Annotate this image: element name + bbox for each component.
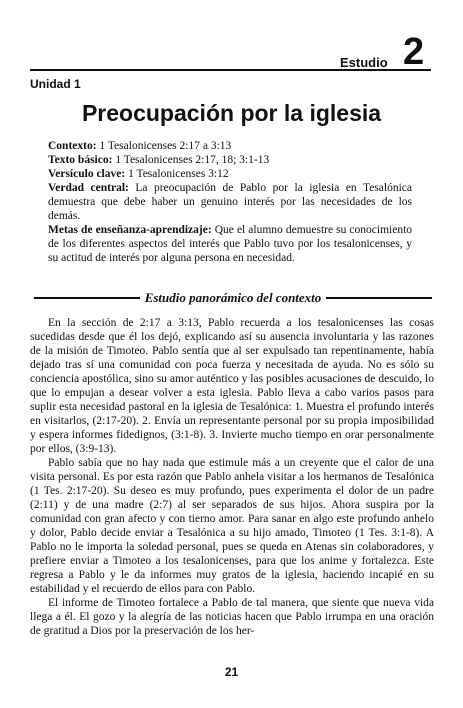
goal-value: Que el alumno demuestre su conocimiento de los diferentes aspectos del interés que Pablo tuvo por los tesalonicenses, y su actitud de interés por alguna persona en necesidad. xyxy=(48,224,413,264)
key-verse-value: 1 Tesalonicenses 3:12 xyxy=(128,168,229,180)
central-truth-line xyxy=(48,181,412,223)
heading-rule-left xyxy=(34,297,140,299)
central-truth-key: Verdad central: xyxy=(48,182,129,194)
section-heading-text: Estudio panorámico del contexto xyxy=(144,290,322,305)
section-heading xyxy=(34,290,432,306)
basic-text-value: 1 Tesalonicenses 2:17, 18; 3:1-13 xyxy=(115,154,270,166)
body-paragraph-3: El informe de Timoteo fortalece a Pablo de tal manera, que siente que nueva vida llega a él. El gozo y la alegría de las noticias hacen que Pablo irrumpa en una oración de gratitud a Dios por la preservación de los her- xyxy=(30,597,434,637)
context-value: 1 Tesalonicenses 2:17 a 3:13 xyxy=(99,140,232,152)
context-line xyxy=(48,139,412,153)
study-number: 2 xyxy=(403,31,425,73)
goal-key: Metas de enseñanza-aprendizaje: xyxy=(48,224,212,236)
page-number: 21 xyxy=(224,665,239,679)
body-paragraph-1: En la sección de 2:17 a 3:13, Pablo recuerda a los tesalonicenses las cosas sucedidas desde que él los dejó, explicando así su ausencia involuntaria y las razones de la misión de Timoteo. Pablo sentía que al ser expulsado tan repentinamente, había dejado tras sí una comunidad con poca fuerza y necesitada de ayuda. No es sólo su conciencia apostólica, sino su amor auténtico y las posibles acusaciones de descuido, lo que lo empujan a desear volver a esta iglesia. Pablo lleva a cabo varios pasos para suplir esta necesidad pastoral en la iglesia de Tesalónica: 1. Muestra el profundo interés en visitarlos, (2:17-20). 2. Envía un representante personal por su propia imposibilidad y espera informes fidedignos, (3:1-8). 3. Invierte mucho tiempo en orar personalmente por ellos, (3:9-13). xyxy=(30,317,434,455)
goal-line xyxy=(48,223,412,265)
heading-rule-right xyxy=(326,297,432,299)
unit-label: Unidad 1 xyxy=(30,77,81,91)
basic-text-line xyxy=(48,153,412,167)
lesson-meta xyxy=(48,139,412,265)
basic-text-key: Texto básico: xyxy=(48,154,113,166)
key-verse-key: Versículo clave: xyxy=(48,168,126,180)
key-verse-line xyxy=(48,167,412,181)
lesson-title: Preocupación por la iglesia xyxy=(81,100,382,126)
body-paragraph-2: Pablo sabía que no hay nada que estimule más a un creyente que el calor de una visita personal. Es por esta razón que Pablo anhela visitar a los hermanos de Tesalónica (1 Tes. 2:17-20). Su deseo es muy profundo, pues experimenta el dolor de un padre (2:11) y de una madre (2:7) al ser separados de sus hijos. Ahora suspira por la comunidad con gran afecto y con tierno amor. Para sanar en algo este profundo anhelo y dolor, Pablo decide enviar a Tesalónica a su hijo amado, Timoteo (1 Tes. 3:1-8). A Pablo no le importa la soledad personal, pues se queda en Atenas sin colaboradores, y prefiere enviar a Timoteo a los tesalonicenses, para que los anime y fortalezca. Este regresa a Pablo y le da informes muy gratos de la iglesia, haciendo incapié en su estabilidad y el recuerdo de ellos para con Pablo. xyxy=(30,457,434,595)
body-text xyxy=(30,316,434,638)
study-label: Estudio xyxy=(340,55,388,70)
context-key: Contexto: xyxy=(48,140,97,152)
central-truth-value: La preocupación de Pablo por la iglesia en Tesalónica demuestra que debe haber un genuino interés por las necesidades de los demás. xyxy=(48,182,413,222)
